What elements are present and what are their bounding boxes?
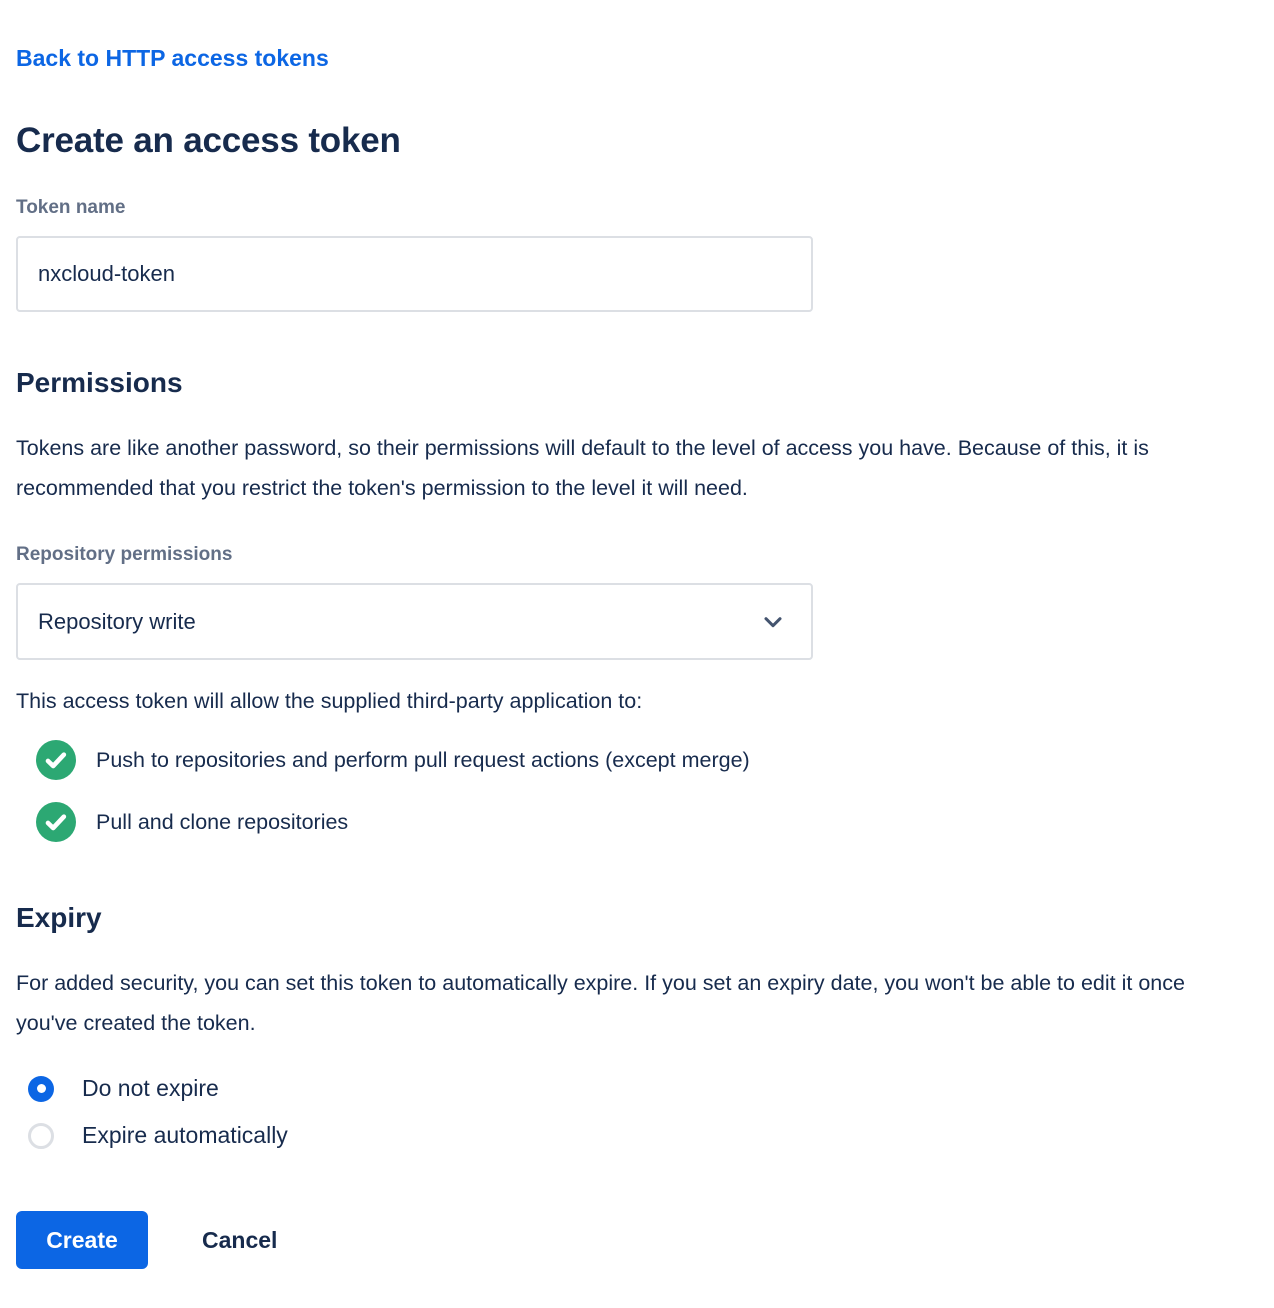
radio-option-do-not-expire[interactable] (28, 1075, 1258, 1102)
radio-option-expire-automatically[interactable] (28, 1122, 1258, 1149)
create-button[interactable]: Create (16, 1211, 148, 1269)
token-name-input[interactable] (16, 236, 813, 312)
page-title: Create an access token (16, 121, 401, 160)
capability-item (36, 802, 1258, 842)
check-circle-icon (36, 740, 76, 780)
chevron-down-icon (759, 608, 787, 636)
capability-item (36, 740, 1258, 780)
capability-list (16, 740, 1258, 842)
permissions-description: Tokens are like another password, so their permissions will default to the level of access you have. Because of this, it is recommended that you restrict the token's permission to the level it will need. (16, 436, 1149, 500)
check-circle-icon (36, 802, 76, 842)
cancel-button[interactable]: Cancel (190, 1227, 289, 1254)
form-actions (16, 1211, 1258, 1269)
back-to-http-access-tokens-link[interactable]: Back to HTTP access tokens (16, 45, 329, 71)
radio-label: Expire automatically (82, 1122, 288, 1148)
token-allow-intro-text: This access token will allow the supplied third-party application to: (16, 689, 643, 713)
radio-button-selected[interactable] (28, 1076, 54, 1102)
permissions-heading: Permissions (16, 367, 183, 398)
expiry-heading: Expiry (16, 902, 102, 933)
radio-label: Do not expire (82, 1075, 219, 1101)
repository-permissions-select[interactable] (16, 583, 813, 660)
capability-text: Pull and clone repositories (96, 809, 349, 834)
expiry-radio-group (16, 1075, 1258, 1149)
radio-button-unselected[interactable] (28, 1123, 54, 1149)
expiry-description: For added security, you can set this token to automatically expire. If you set an expiry date, you won't be able to edit it once you've created the token. (16, 971, 1185, 1035)
capability-text: Push to repositories and perform pull request actions (except merge) (96, 747, 750, 772)
repository-permissions-selected-value: Repository write (38, 608, 196, 634)
token-name-label: Token name (16, 197, 126, 218)
repository-permissions-label: Repository permissions (16, 544, 233, 565)
